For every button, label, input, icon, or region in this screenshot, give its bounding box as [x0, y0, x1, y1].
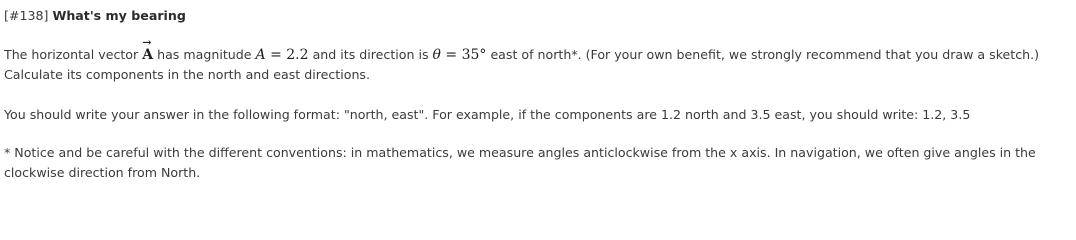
question-number: [#138] — [4, 8, 49, 23]
statement-text-5: Calculate its components in the north and east directions. — [4, 67, 370, 82]
statement-text-2: has magnitude — [157, 47, 252, 62]
magnitude-expression: A = 2.2 — [255, 47, 309, 63]
answer-format-instructions: You should write your answer in the following format: "north, east". For example, if the components are 1.2 north and 3.5 east, you should write: 1.2, 3.5 — [4, 107, 971, 122]
question-container — [4, 7, 1068, 183]
convention-note — [4, 143, 1068, 183]
vector-a-symbol: → A — [142, 36, 154, 63]
statement-text-4: east of north*. (For your own benefit, we strongly recommend that you draw a sketch.) — [490, 47, 1040, 62]
statement-text-3: and its direction is — [312, 47, 429, 62]
angle-expression: θ = 35° — [432, 47, 487, 63]
vector-arrow-icon: → — [142, 36, 152, 49]
question-title: What's my bearing — [52, 8, 186, 23]
question-header — [4, 7, 1068, 25]
statement-text-1: The horizontal vector — [4, 47, 139, 62]
convention-note-line-1: * Notice and be careful with the different conventions: in mathematics, we measure angles anticlockwise from the x axis. In navigation, we often give angles in the — [4, 145, 1036, 160]
convention-note-line-2: clockwise direction from North. — [4, 165, 201, 180]
problem-statement — [4, 36, 1068, 85]
